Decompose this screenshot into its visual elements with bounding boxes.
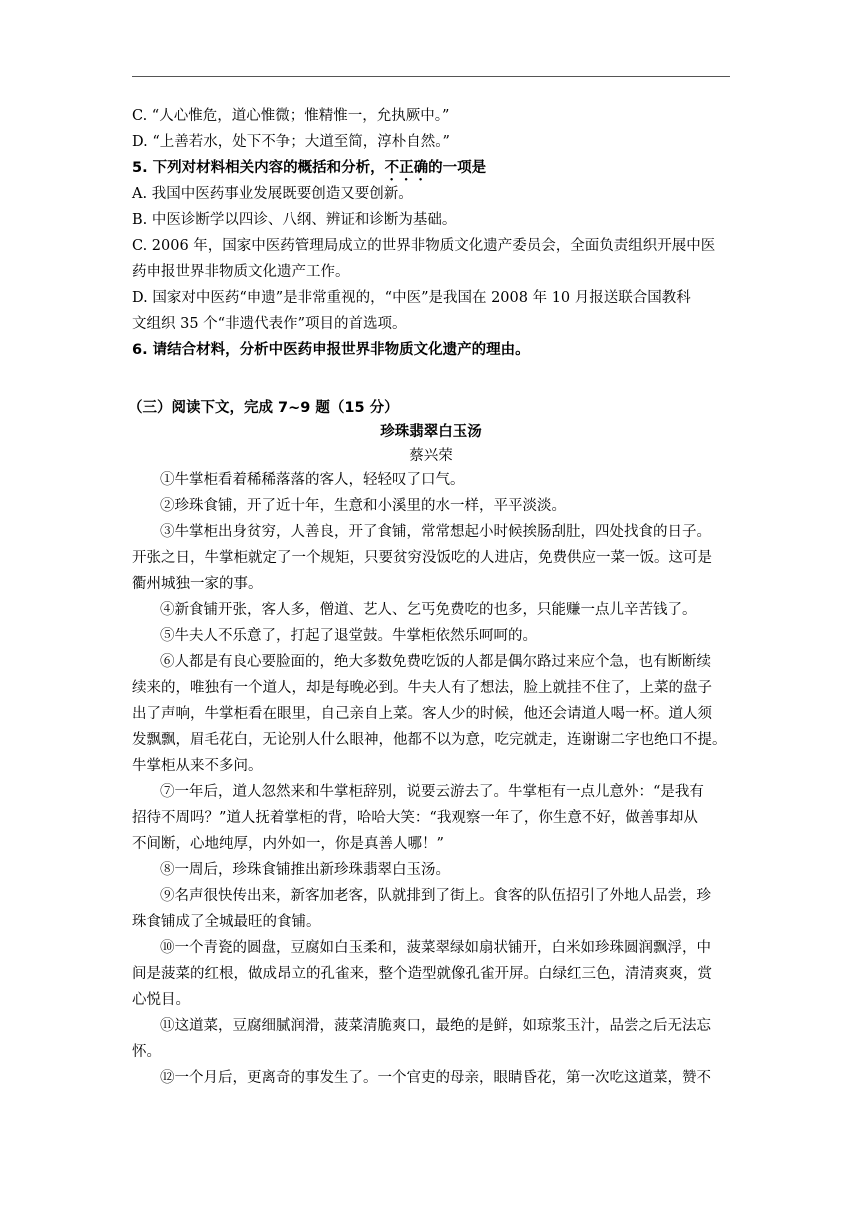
paragraph-11-line2: 怀。 xyxy=(132,1044,161,1060)
paragraph-6-line1: ⑥人都是有良心要脸面的，绝大多数免费吃饭的人都是偶尔路过来应个急，也有断断续 xyxy=(160,654,711,670)
question-5-stem-post: 的一项是 xyxy=(428,160,487,176)
paragraph-10-line2: 间是菠菜的红根，做成昂立的孔雀来，整个造型就像孔雀开屏。白绿红三色，清清爽爽，赏 xyxy=(132,966,712,982)
paragraph-2: ②珍珠食铺，开了近十年，生意和小溪里的水一样，平平淡淡。 xyxy=(160,498,566,514)
paragraph-5: ⑤牛夫人不乐意了，打起了退堂鼓。牛掌柜依然乐呵呵的。 xyxy=(160,628,537,644)
q5-option-a: A. 我国中医药事业发展既要创造又要创新。 xyxy=(132,186,413,202)
paragraph-7-line2: 招待不周吗？”道人抚着掌柜的背，哈哈大笑：“我观察一年了，你生意不好，做善事却从 xyxy=(132,810,698,826)
paragraph-3-line3: 衢州城独一家的事。 xyxy=(132,576,263,592)
paragraph-6-line4: 发飘飘，眉毛花白，无论别人什么眼神，他都不以为意，吃完就走，连谢谢二字也绝口不提。 xyxy=(132,732,727,748)
paragraph-10-line3: 心悦目。 xyxy=(132,992,190,1008)
paragraph-7-line3: 不间断，心地纯厚，内外如一，你是真善人哪！” xyxy=(132,836,444,852)
question-5-stem-pre: 5. 下列对材料相关内容的概括和分析， xyxy=(132,160,385,176)
story-title: 珍珠翡翠白玉汤 xyxy=(380,424,482,440)
q5-option-b: B. 中医诊断学以四诊、八纲、辨证和诊断为基础。 xyxy=(132,212,457,228)
paragraph-6-line5: 牛掌柜从来不多问。 xyxy=(132,758,263,774)
q5-option-d-line1: D. 国家对中医药“申遗”是非常重视的，“中医”是我国在 2008 年 10 月报送联合国教科 xyxy=(132,290,691,306)
paragraph-3-line2: 开张之日，牛掌柜就定了一个规矩，只要贫穷没饭吃的人进店，免费供应一菜一饭。这可是 xyxy=(132,550,712,566)
section-3-heading: （三）阅读下文，完成 7~9 题（15 分） xyxy=(128,400,399,416)
paragraph-10-line1: ⑩一个青瓷的圆盘，豆腐如白玉柔和，菠菜翠绿如扇状铺开，白米如珍珠圆润飘浮，中 xyxy=(160,940,711,956)
header-rule xyxy=(132,76,730,77)
paragraph-1: ①牛掌柜看着稀稀落落的客人，轻轻叹了口气。 xyxy=(160,472,465,488)
story-author: 蔡兴荣 xyxy=(409,448,453,464)
paragraph-6-line3: 出了声响，牛掌柜看在眼里，自己亲自上菜。客人少的时候，他还会请道人喝一杯。道人须 xyxy=(132,706,712,722)
option-c: C. “人心惟危，道心惟微；惟精惟一，允执厥中。” xyxy=(132,108,450,124)
q5-option-c-line2: 药申报世界非物质文化遗产工作。 xyxy=(132,264,350,280)
paragraph-11-line1: ⑪这道菜，豆腐细腻润滑，菠菜清脆爽口，最绝的是鲜，如琼浆玉汁，品尝之后无法忘 xyxy=(160,1018,711,1034)
paragraph-9-line1: ⑨名声很快传出来，新客加老客，队就排到了街上。食客的队伍招引了外地人品尝，珍 xyxy=(160,888,711,904)
paragraph-8: ⑧一周后，珍珠食铺推出新珍珠翡翠白玉汤。 xyxy=(160,862,450,878)
question-5-stem-emphasis: 不正确 xyxy=(384,160,429,176)
question-5-stem xyxy=(132,158,730,184)
paragraph-6-line2: 续来的，唯独有一个道人，却是每晚必到。牛夫人有了想法，脸上就挂不住了，上菜的盘子 xyxy=(132,680,712,696)
paragraph-9-line2: 珠食铺成了全城最旺的食铺。 xyxy=(132,914,321,930)
option-d: D. “上善若水，处下不争；大道至简，淳朴自然。” xyxy=(132,134,450,150)
q5-option-c-line1: C. 2006 年，国家中医药管理局成立的世界非物质文化遗产委员会，全面负责组织开展中医 xyxy=(132,238,716,254)
question-6: 6. 请结合材料，分析中医药申报世界非物质文化遗产的理由。 xyxy=(132,342,530,358)
paragraph-3-line1: ③牛掌柜出身贫穷，人善良，开了食铺，常常想起小时候挨肠刮肚，四处找食的日子。 xyxy=(160,524,711,540)
q5-option-d-line2: 文组织 35 个“非遗代表作”项目的首选项。 xyxy=(132,316,407,332)
paragraph-7-line1: ⑦一年后，道人忽然来和牛掌柜辞别，说要云游去了。牛掌柜有一点儿意外：“是我有 xyxy=(160,784,704,800)
paragraph-12-line1: ⑫一个月后，更离奇的事发生了。一个官吏的母亲，眼睛昏花，第一次吃这道菜，赞不 xyxy=(160,1070,711,1086)
paragraph-4: ④新食铺开张，客人多，僧道、艺人、乞丐免费吃的也多，只能赚一点儿辛苦钱了。 xyxy=(160,602,697,618)
